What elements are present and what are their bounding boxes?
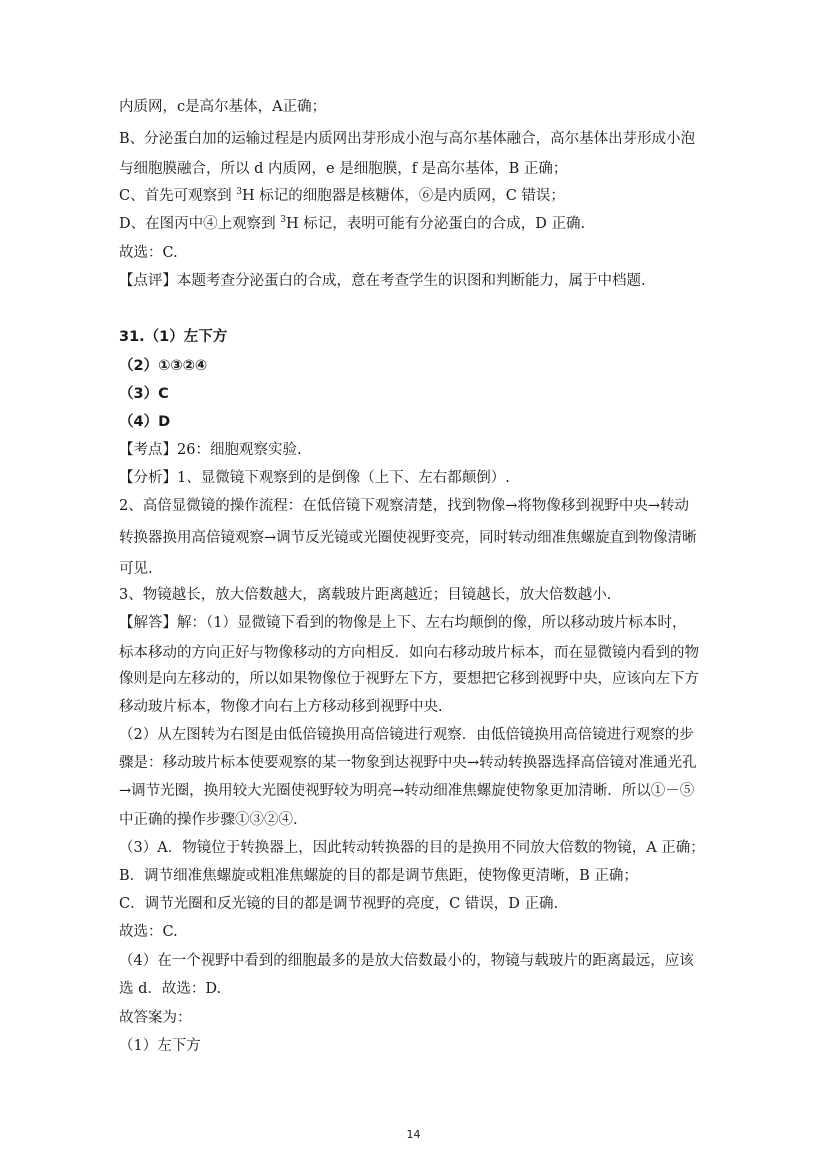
- text-line: 中正确的操作步骤①③②④.: [119, 812, 298, 828]
- superscript: 3: [280, 215, 286, 225]
- text-line: B．调节细准焦螺旋或粗准焦螺旋的目的都是调节焦距，使物像更清晰，B 正确；: [119, 868, 638, 884]
- text-line: [119, 186, 711, 206]
- comment-line: 【点评】本题考查分泌蛋白的合成，意在考查学生的识图和判断能力，属于中档题.: [119, 273, 646, 289]
- text-line: （3）A．物镜位于转换器上，因此转动转换器的目的是换用不同放大倍数的物镜，A 正确；: [119, 840, 705, 856]
- text-line: 转换器换用高倍镜观察→调节反光镜或光圈使视野变亮，同时转动细准焦螺旋直到物像清晰: [119, 530, 697, 546]
- text-line: 故选：C.: [119, 924, 178, 940]
- text-line: [119, 214, 711, 234]
- text-line: 可见.: [119, 561, 153, 577]
- text-line: 骤是：移动玻片标本使要观察的某一物象到达视野中央→转动转换器选择高倍镜对准通光孔: [119, 755, 697, 771]
- text-line: 【解答】解：（1）显微镜下看到的物像是上下、左右均颠倒的像，所以移动玻片标本时，: [119, 615, 687, 631]
- text-line: →调节光圈，换用较大光圈使视野较为明亮→转动细准焦螺旋使物象更加清晰．所以①－⑤: [119, 783, 695, 799]
- page-number: 14: [406, 1128, 421, 1141]
- text-line: 2、高倍显微镜的操作流程：在低倍镜下观察清楚，找到物像→将物像移到视野中央→转动: [119, 498, 690, 514]
- text-line: 选 d．故选：D.: [119, 981, 222, 997]
- text-line: 像则是向左移动的，所以如果物像位于视野左下方，要想把它移到视野中央，应该向左下方: [119, 671, 699, 687]
- text-line-prefix: D、在图丙中④上观察到: [119, 216, 281, 232]
- text-line: 故选：C.: [119, 245, 178, 261]
- text-line-prefix: C、首先可观察到: [119, 188, 237, 204]
- text-line-rest: H 标记，表明可能有分泌蛋白的合成，D 正确.: [285, 216, 586, 232]
- text-line: 内质网，c是高尔基体，A正确；: [119, 99, 327, 115]
- answer-31-1: 31.（1）左下方: [119, 329, 228, 345]
- text-line: （1）左下方: [119, 1038, 201, 1054]
- text-line: 标本移动的方向正好与物像移动的方向相反．如向右移动玻片标本，而在显微镜内看到的物: [119, 645, 699, 661]
- text-line-rest: H 标记的细胞器是核糖体，⑥是内质网，C 错误；: [241, 188, 565, 204]
- text-line: （2）从左图转为右图是由低倍镜换用高倍镜进行观察．由低倍镜换用高倍镜进行观察的步: [119, 727, 694, 743]
- text-line: 与细胞膜融合，所以 d 内质网，e 是细胞膜，f 是高尔基体，B 正确；: [119, 161, 568, 177]
- text-line: 【考点】26：细胞观察实验.: [119, 442, 302, 458]
- text-line: 故答案为：: [119, 1010, 192, 1026]
- answer-31-4: （4）D: [119, 414, 171, 430]
- answer-31-2: （2）①③②④: [119, 358, 208, 374]
- text-line: 移动玻片标本，物像才向右上方移动移到视野中央.: [119, 699, 443, 715]
- text-line: C．调节光圈和反光镜的目的都是调节视野的亮度，C 错误，D 正确.: [119, 896, 559, 912]
- text-line: B、分泌蛋白加的运输过程是内质网出芽形成小泡与高尔基体融合，高尔基体出芽形成小泡: [119, 131, 696, 147]
- text-line: （4）在一个视野中看到的细胞最多的是放大倍数最小的，物镜与载玻片的距离最远，应该: [119, 953, 694, 969]
- text-line: 3、物镜越长，放大倍数越大，离载玻片距离越近；目镜越长，放大倍数越小.: [119, 587, 612, 603]
- text-line: 【分析】1、显微镜下观察到的是倒像（上下、左右都颠倒）.: [119, 470, 510, 486]
- superscript: 3: [236, 187, 242, 197]
- answer-31-3: （3）C: [119, 386, 169, 402]
